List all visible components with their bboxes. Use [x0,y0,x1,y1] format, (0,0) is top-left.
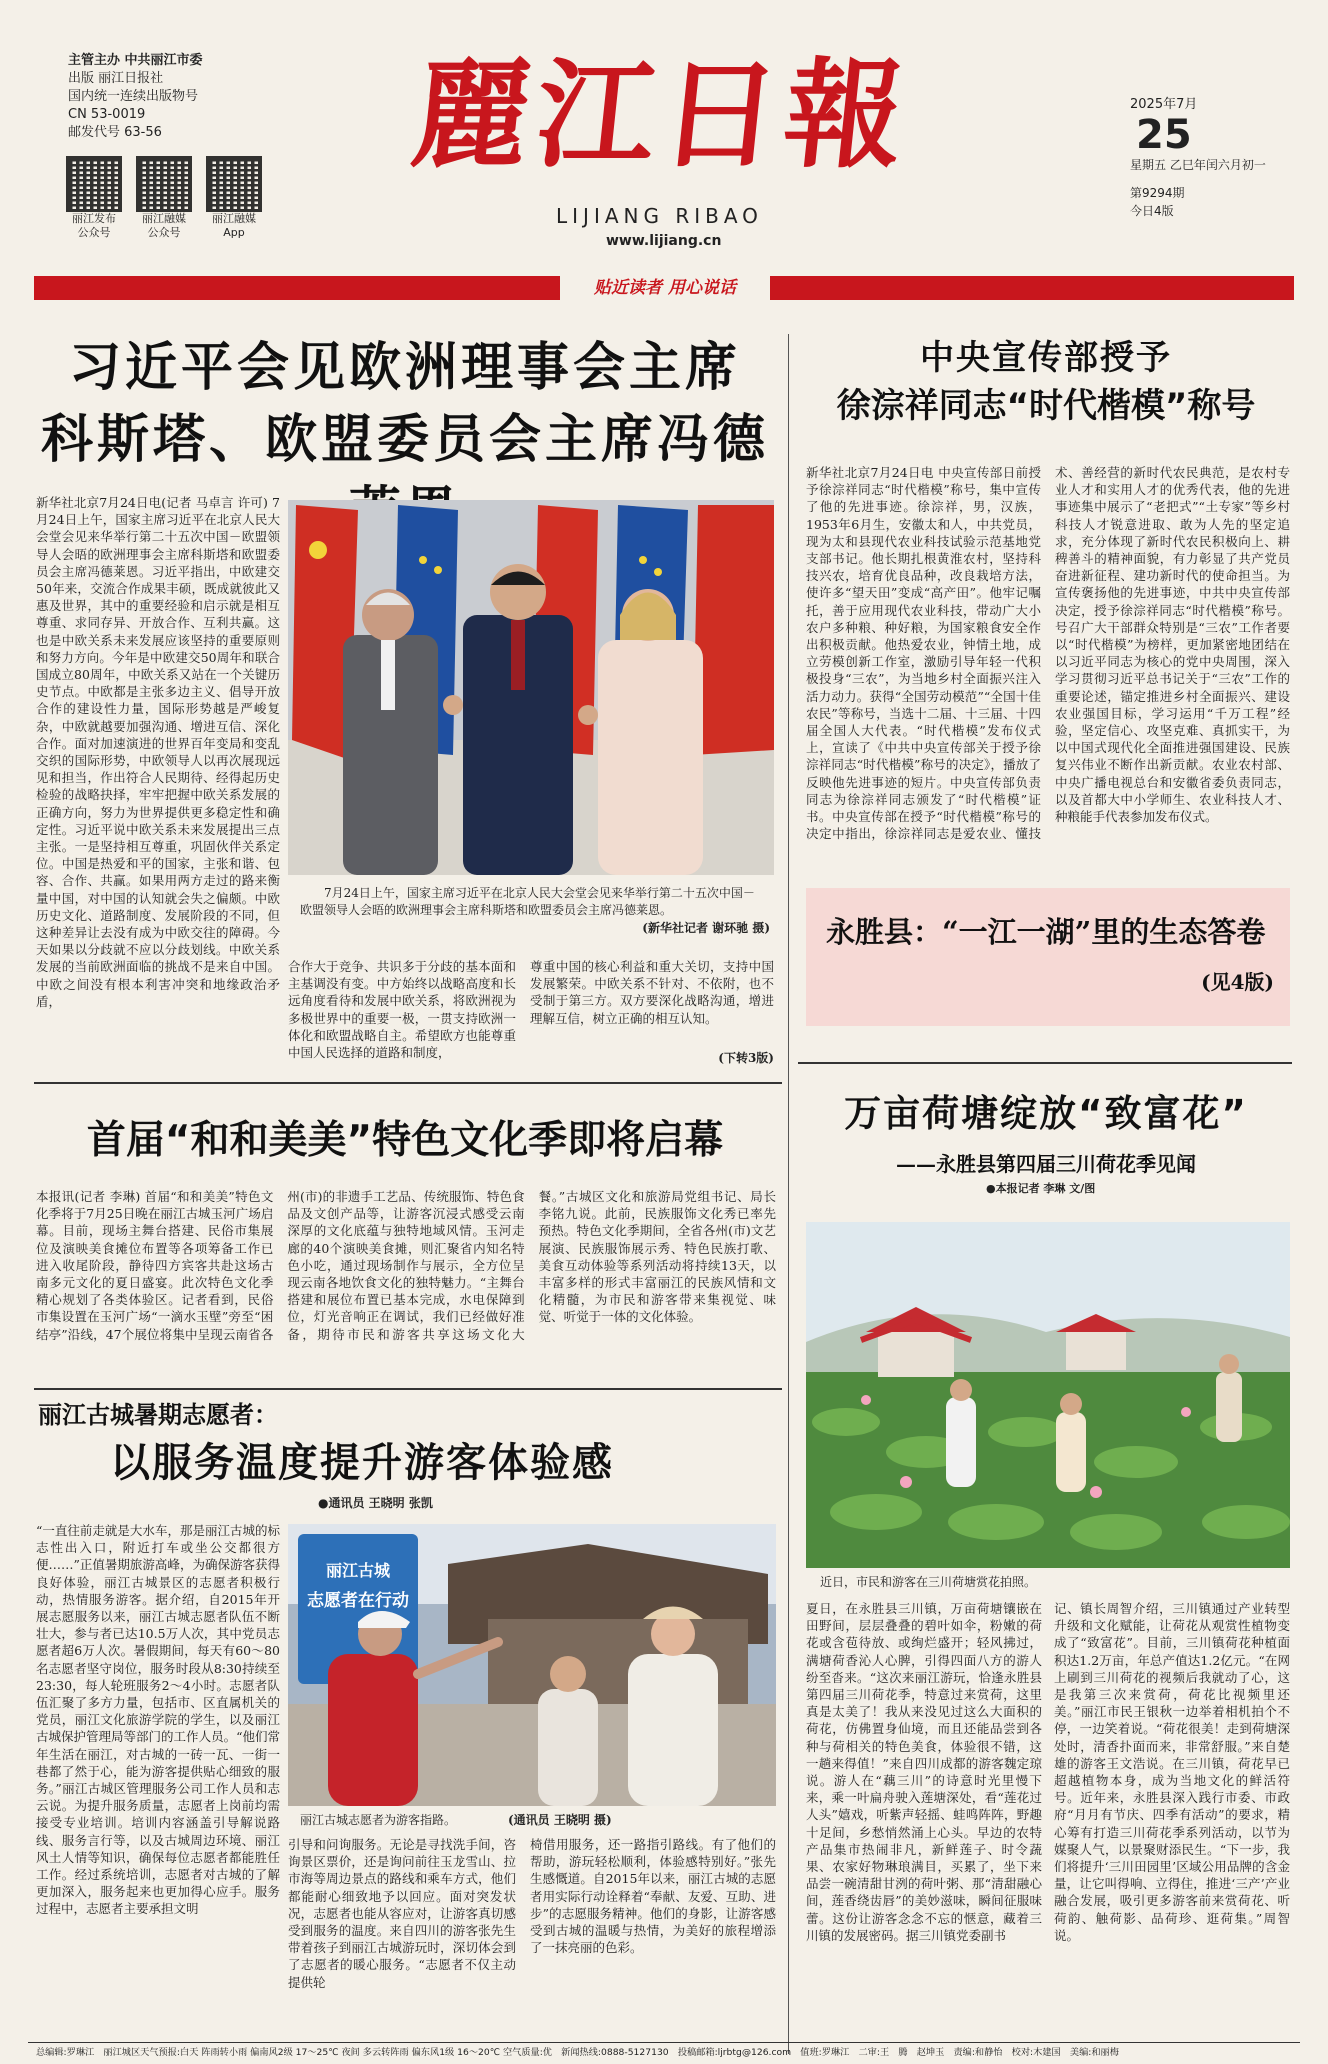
lotus-byline: ●本报记者 李琳 文/图 [986,1182,1096,1195]
lead-photo [288,500,774,875]
qr-block[interactable] [66,156,122,240]
footer-rule [28,2042,1300,2043]
lead-column-2: 合作大于竞争、共识多于分歧的基本面和主基调没有变。中方始终以战略高度和长远角度看待和发展中欧关系，将欧洲视为多极世界中的重要一极，一贯支持欧洲一体化和欧盟战略自主。希望欧方也能尊重中国人民选择的道路和制度， [288,959,516,1061]
lotus-column-1: 夏日，在永胜县三川镇，万亩荷塘镶嵌在田野间，层层叠叠的碧叶如伞，粉嫩的荷花或含苞待放、或绚烂盛开；轻风拂过，满塘荷香沁人心脾，引得四面八方的游人纷至沓来。“这次来丽江游玩，恰逢永胜县第四届三川荷花季，特意过来赏荷，这里真是太美了！我从来没见过这么大面积的荷花，仿佛置身仙境，而且还能品尝到各种与荷相关的特色美食，体验很不错，这一趟来得值！”来自四川成都的游客魏定琼说。游人在“藕三川”的诗意时光里慢下来，乘一叶扁舟驶入莲塘深处，看“莲花过人头”嬉戏，听紫声轻摇、蛙鸣阵阵，野趣十足间，乡愁悄然涌上心头。早边的农特产品集市热闹非凡，新鲜莲子、时令蔬果、农家好物琳琅满目，买累了，坐下来品尝一碗清甜甘洌的荷叶粥、那“清甜融心间，莲香绕齿唇”的美妙滋味，瞬间征服味蕾。这份让游客念念不忘的惬意，藏着三川镇的发展密码。据三川镇党委副书 [806,1601,1042,1943]
publisher-info [68,52,268,142]
sponsor-line: CN 53-0019 [68,107,146,122]
qr-block[interactable] [136,156,192,240]
qr-label: 公众号 [147,226,181,239]
banner-text: 志愿者在行动 [307,1591,409,1611]
qr-code-icon [66,156,122,212]
volunteer-photo [288,1524,776,1806]
section-rule [34,1082,782,1084]
qr-label: App [223,226,245,239]
lotus-subhead: ——永胜县第四届三川荷花季见闻 [896,1152,1196,1176]
slogan-box [560,272,770,304]
slogan-text: 贴近读者 用心说话 [594,278,736,298]
masthead-logo [396,40,926,249]
sponsor-line: 主管主办 中共丽江市委 [68,53,203,68]
award-body: 新华社北京7月24日电 中央宣传部日前授予徐淙祥同志“时代楷模”称号，集中宣传了他的先进事迹。徐淙祥，男，汉族，1953年6月生，安徽太和人，中共党员，现为太和县现代农业科技试验示范基地党支部书记。他长期扎根黄淮农村，坚持科技兴农，培育优良品种，改良栽培方法，使许多“望天田”变成“高产田”。他牢记嘱托，善于应用现代农业科技，带动广大小农户多种粮、种好粮，为国家粮食安全作出积极贡献。他热爱农业，钟情土地，成立劳模创新工作室，激励引导年轻一代积极投身“三农”，为当地乡村全面振兴注入活力动力。获得“全国劳动模范”“全国十佳农民”等称号，当选十二届、十三届、十四届全国人大代表。“时代楷模”发布仪式上，宣读了《中共中央宣传部关于授予徐淙祥同志“时代楷模”称号的决定》，播放了反映他先进事迹的短片。中央宣传部负责同志为徐淙祥同志颁发了“时代楷模”证书。中央宣传部在授予“时代楷模”称号的决定中指出，徐淙祥同志是爱农业、懂技术、善经营的新时代农民典范，是农村专业人才和实用人才的优秀代表，他的先进事迹集中展示了“老把式”“土专家”等乡村科技人才锐意进取、敢为人先的坚定追求，充分体现了新时代农民积极向上、耕稗善斗的精神面貌，有力彰显了共产党员奋进新征程、建功新时代的使命担当。为宣传褒扬他的先进事迹，中共中央宣传部决定，授予徐淙祥同志“时代楷模”称号。号召广大干部群众特别是“三农”工作者要以“时代楷模”为榜样，更加紧密地团结在以习近平同志为核心的党中央周围，深入学习贯彻习近平总书记关于“三农”工作的重要论述，锚定推进乡村全面振兴、建设农业强国目标，学习运用“千万工程”经验，坚定信心、攻坚克难、真抓实干，为以中国式现代化全面推进强国建设、民族复兴伟业不断作出新贡献。农业农村部、中央广播电视总台和安徽省委负责同志，以及首都大中小学师生、农业科技人才、种粮能手代表参加发布仪式。 [806,465,1290,842]
qr-label: 丽江发布 [72,212,116,225]
volunteers-guiding-image [288,1524,776,1806]
sponsor-line: 出版 丽江日报社 [68,71,164,86]
award-headline-line: 中央宣传部授予 [920,338,1172,378]
issue-number: 第9294期 [1130,186,1185,200]
banner-text: 丽江古城 [325,1561,391,1580]
page-count: 今日4版 [1130,204,1174,218]
volunteer-column-2: 引导和问询服务。无论是寻找洗手间，咨询景区票价，还是询问前往玉龙雪山、拉市海等周边景点的路线和乘车方式，他们都能耐心细致地予以回应。面对突发状况，志愿者也能从容应对，让游客真切感受到服务的温度。来自四川的游客张先生带着孩子到丽江古城游玩时，深切体会到了志愿者的暖心服务。“志愿者不仅主动提供轮 [288,1837,516,1990]
volunteer-byline: ●通讯员 王晓明 张凯 [318,1496,433,1510]
volunteer-kicker: 丽江古城暑期志愿者： [38,1401,278,1429]
teaser-box[interactable] [806,888,1290,1026]
lotus-photo [806,1222,1290,1568]
footer-info: 总编辑:罗琳江 丽江城区天气预报:白天 阵雨转小雨 偏南风2级 17～25℃ 夜间 多云转阵雨 偏东风1级 16～20℃ 空气质量:优 新闻热线:0888-5127130 投稿邮箱:ljrbtg@126.com 值班:罗琳江 二审:王 腾 赵坤玉 责编:和静怡 校对:木建国 美编:和丽梅 [36,2047,1119,2058]
teaser-title: 永胜县：“一江一湖”里的生态答卷 [826,915,1266,949]
qr-label: 丽江融媒 [142,212,186,225]
volunteer-photo-caption: 丽江古城志愿者为游客指路。 [300,1813,457,1827]
sponsor-line: 邮发代号 63-56 [68,125,162,140]
sponsor-line: 国内统一连续出版物号 [68,89,199,104]
qr-code-icon [206,156,262,212]
qr-code-icon [136,156,192,212]
volunteer-column-3: 椅借用服务，还一路指引路线。有了他们的帮助，游玩轻松顺利，体验感特别好。”张先生感慨道。自2015年以来，丽江古城的志愿者用实际行动诠释着“奉献、友爱、互助、进步”的志愿服务精神。他们的身影，让游客感受到古城的温暖与热情，为美好的旅程增添了一抹亮丽的色彩。 [530,1837,776,1956]
lotus-photo-caption: 近日，市民和游客在三川荷塘赏花拍照。 [820,1575,1037,1589]
date-day: 25 [1136,112,1192,158]
qr-label: 丽江融媒 [212,212,256,225]
award-headline-line: 徐淙祥同志“时代楷模”称号 [836,386,1256,426]
qr-label: 公众号 [77,226,111,239]
section-rule [798,1062,1292,1064]
date-block [1130,96,1280,220]
weekday-lunar: 星期五 乙巳年闰六月初一 [1130,158,1266,172]
award-headline [800,334,1292,430]
qr-codes [66,156,262,240]
lead-photo-caption: 7月24日上午，国家主席习近平在北京人民大会堂会见来华举行第二十五次中国－欧盟领导人会晤的欧洲理事会主席科斯塔和欧盟委员会主席冯德莱恩。 [300,886,755,917]
lead-photo-credit: (新华社记者 谢环驰 摄) [642,921,770,935]
lotus-headline: 万亩荷塘绽放“致富花” [844,1092,1248,1135]
logo-pinyin: LIJIANG RIBAO [556,204,763,228]
volunteer-photo-credit: (通讯员 王晓明 摄) [508,1813,612,1827]
lead-column-1: 新华社北京7月24日电(记者 马卓言 许可) 7月24日上午，国家主席习近平在北京人民大会堂会见来华举行第二十五次中国－欧盟领导人会晤的欧洲理事会主席科斯塔和欧盟委员会主席冯德莱恩。习近平指出，中欧建交50年来，交流合作成果丰硕，既成就彼此又惠及世界，其中的重要经验和启示就是相互尊重、求同存异、开放合作、互利共赢。这也是中欧关系未来发展应该坚持的重要原则和努力方向。今年是中欧建交50周年和联合国成立80周年，中欧关系又站在一个关键历史节点。中欧都是主张多边主义、倡导开放合作的建设性力量，国际形势越是严峻复杂，中欧就越要加强沟通、增进互信、深化合作。面对加速演进的世界百年变局和变乱交织的国际形势，中欧领导人以再次展现远见和担当，作出符合人民期待、经得起历史检验的战略抉择，牢牢把握中欧关系发展的正确方向，努力为世界提供更多稳定性和确定性。习近平说中欧关系未来发展提出三点主张。一是坚持相互尊重，巩固伙伴关系定位。中国是热爱和平的国家，主张和谐、包容、合作、共赢。如果用两方走过的路来衡量中国，对中国的认知就会失之偏颇。中欧历史文化、道路制度、发展阶段的不同，但这种差异让去没有成为中欧交往的障碍。今天如果以分歧就不应以分歧划线。中欧关系发展的当前欧洲面临的挑战不是来自中国。中欧之间没有根本利害冲突和地缘政治矛盾， [36,495,280,1009]
volunteer-headline: 以服务温度提升游客体验感 [110,1440,614,1486]
column-divider [788,334,789,2054]
continued-note[interactable]: (下转3版) [718,1051,774,1065]
culture-body: 本报讯(记者 李琳) 首届“和和美美”特色文化季将于7月25日晚在丽江古城玉河广场启幕。目前，现场主舞台搭建、民俗市集展位及演映美食摊位布置等各项筹备工作已进入收尾阶段，静待四方宾客共赴这场古南多元文化的夏日盛宴。此次特色文化季精心规划了各类体验区。记者看到，民俗市集设置在玉河广场“一滴水玉壁”旁至“困结亭”沿线，47个展位将集中呈现云南省各州(市)的非遗手工艺品、传统服饰、特色食品及文创产品等，让游客沉浸式感受云南深厚的文化底蕴与独特地域风情。玉河走廊的40个演映美食摊，则汇聚省内知名特色小吃，通过现场制作与展示，全方位呈现云南各地饮食文化的独特魅力。“主舞台搭建和展位布置已基本完成，水电保障到位，灯光音响正在调试，我们已经做好准备，期待市民和游客共享这场文化大餐。”古城区文化和旅游局党组书记、局长李铭九说。此前，民族服饰文化秀已率先预热。特色文化季期间，全省各州(市)文艺展演、民族服饰展示秀、特色民族打歌、美食互动体验等系列活动将持续13天，以丰富多样的形式丰富丽江的民族风情和文化精髓，为市民和游客带来集视觉、味觉、听觉于一体的文化体验。 [36,1189,776,1342]
volunteer-column-1: “一直往前走就是大水车，那是丽江古城的标志性出入口，附近打车或坐公交都很方便……”正值暑期旅游高峰，为确保游客获得良好体验，丽江古城景区的志愿者积极行动，热情服务游客。据介绍，自2015年开展志愿服务以来，丽江古城志愿者队伍不断壮大，参与者已达10.5万人次，其中党员志愿者超6万人次。暑假期间，每天有60～80名志愿者坚守岗位，服务时段从8:30持续至23:30，每人轮班服务2～4小时。志愿者队伍汇聚了多方力量，包括市、区直属机关的党员，丽江文化旅游学院的学生，以及丽江古城保护管理局等部门的工作人员。“他们常年生活在丽江，对古城的一砖一瓦、一街一巷都了然于心，能为游客提供贴心细致的服务。”丽江古城区管理服务公司工作人员和志云说。为提升服务质量，志愿者上岗前均需接受专业培训。培训内容涵盖引导解说路线、服务言行等，以及古城周边环境、丽江风土人情等知识，确保每位志愿者都能胜任工作。经过系统培训，志愿者对古城的了解更加深入，服务起来也更加得心应手。服务过程中，志愿者主要承担文明 [36,1523,280,1917]
lead-headline-line: 习近平会见欧洲理事会主席 [68,338,741,398]
culture-headline: 首届“和和美美”特色文化季即将启幕 [86,1118,724,1163]
lead-column-3: 尊重中国的核心利益和重大关切，支持中国发展繁荣。中欧关系不针对、不依附，也不受制于第三方。双方要深化战略沟通，增进理解互信，树立正确的相互认知。 [530,959,774,1026]
lotus-column-2: 记、镇长周智介绍，三川镇通过产业转型升级和文化赋能，让荷花从观赏性植物变成了“致富花”。目前，三川镇荷花种植面积达1.2万亩，年总产值达1.2亿元。“在网上刷到三川荷花的视频后我就动了心，这是我第三次来赏荷，荷花比视频里还美。”丽江市民王银秋一边举着相机拍个不停，一边笑着说。“荷花很美！走到荷塘深处时，清香扑面而来，非常舒服。”来自楚雄的游客王文浩说。在三川镇，荷花早已超越植物本身，成为当地文化的鲜活符号。近年来，永胜县深入践行市委、市政府“月月有节庆、四季有活动”的要求，精心筹有打造三川荷花季系列活动，以节为媒聚人气，以景聚财添民生。“下一步，我们将提升‘三川田园里’区域公用品牌的含金量，让它叫得响、立得住，推进‘三产’产业融合发展，吸引更多游客前来赏荷花、听荷韵、触荷影、品荷珍、逛荷集。”周智说。 [1054,1601,1290,1943]
teaser-page-ref: (见4版) [1201,970,1274,994]
qr-block[interactable] [206,156,262,240]
lotus-pond-image [806,1222,1290,1568]
website-link[interactable]: www.lijiang.cn [606,233,722,249]
lead-headline-line: 科斯塔、欧盟委员会主席冯德 [40,410,769,470]
leaders-handshake-image [288,500,774,875]
date-year-month: 2025年7月 [1130,97,1198,112]
logo-text: 麗江日報 [405,45,917,184]
section-rule [34,1388,782,1390]
